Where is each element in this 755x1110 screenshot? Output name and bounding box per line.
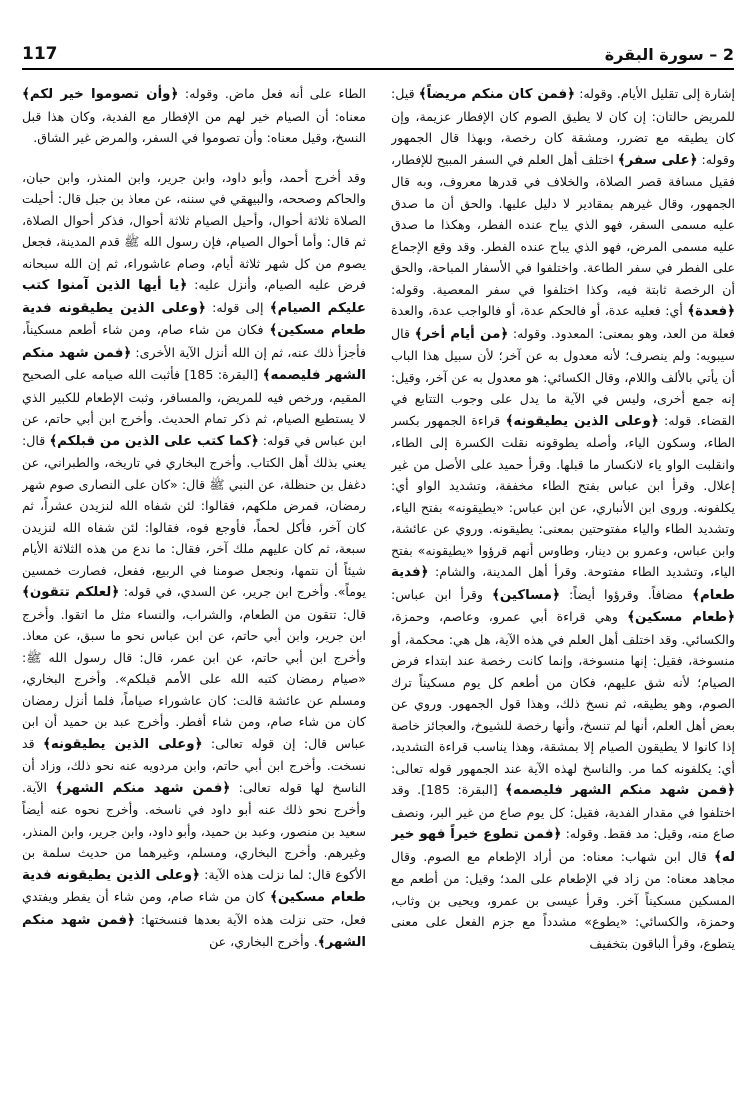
- quran-quote: ﴿مساكين﴾: [492, 587, 560, 603]
- quran-quote: ﴿يا أيها الذين آمنوا كتب عليكم الصيام﴾: [22, 278, 366, 316]
- quran-quote: ﴿وعلى الذين يطيقونه﴾: [43, 736, 203, 752]
- right-text-column: [391, 83, 735, 1093]
- left-paragraph-2: وقد أخرج أحمد، وأبو داود، وابن جرير، وابن المنذر، وابن حبان، والحاكم وصححه، والبيهقي في سننه، عن معاذ بن جبل قال: أحيلت الصلاة ثلاثة أحوال، وأحيل الصيام ثلاثة أحوال، فذكر أحوال الصلاة، ثم قال: وأما أحوال الصيام، فإن رسول الله ﷺ قدم المدينة، فجعل يصوم من كل شهر ثلاثة أيام، وصام عاشوراء، ثم إن الله سبحانه فرض عليه الصيام، وأنزل عليه: ﴿يا أيها الذين آمنوا كتب عليكم الصيام﴾ إلى قوله: ﴿وعلى الذين يطيقونه فدية طعام مسكين﴾ فكان من شاء صام، ومن شاء أطعم مسكيناً، فأجزأ ذلك عنه، ثم إن الله أنزل الآية الأخرى: ﴿فمن شهد منكم الشهر فليصمه﴾ [البقرة: 185] فأثبت الله صيامه على الصحيح المقيم، ورخص فيه للمريض، والمسافر، وثبت الإطعام للكبير الذي لا يستطيع الصيام، ثم ذكر تمام الحديث. وأخرج ابن أبي حاتم، عن ابن عباس في قوله: ﴿كما كتب على الذين من قبلكم﴾ قال: يعني بذلك أهل الكتاب. وأخرج البخاري في تاريخه، والطبراني، عن دغفل بن حنظلة، عن النبي ﷺ قال: «كان على النصارى صوم شهر رمضان، فمرض ملكهم، فقالوا: لئن شفاه الله لنزيدن عشراً، ثم كان آخر، فأكل لحماً، فأوجع فوه، فقالوا: لئن شفاه الله لنزيدن سبعة، ثم كان عليهم ملك آخر، فقال: ما ندع من هذه الثلاثة الأيام شيئاً أن نتمها، ونجعل صومنا في الربيع، ففعل، فصارت خمسين يوماً». وأخرج ابن جرير، عن السدي، في قوله: ﴿لعلكم تتقون﴾ قال: تتقون من الطعام، والشراب، والنساء مثل ما اتقوا. وأخرج ابن جرير، وابن أبي حاتم، عن ابن عباس نحو ما سبق، عن معاذ. وأخرج ابن أبي حاتم، عن ابن عمر، قال: قال رسول الله ﷺ: «صيام رمضان كتبه الله على الأمم قبلكم». وأخرج البخاري، ومسلم عن عائشة قالت: كان عاشوراء صياماً، فلما أنزل رمضان كان من شاء صام، ومن شاء أفطر. وأخرج عبد بن حميد أن ابن عباس قال: إن قوله تعالى: ﴿وعلى الذين يطيقونه﴾ قد نسخت. وأخرج ابن أبي حاتم، وابن مردويه عنه نحو ذلك، وزاد أن الناسخ لها قوله تعالى: ﴿فمن شهد منكم الشهر﴾ الآية. وأخرج نحو ذلك عنه أبو داود في ناسخه. وأخرج نحوه عنه أيضاً سعيد بن منصور، وعبد بن حميد، وأبو داود، وابن جرير، وابن المنذر، وغيرهم. وأخرج البخاري، ومسلم، وغيرهما من حديث سلمة بن الأكوع قال: لما نزلت هذه الآية: ﴿وعلى الذين يطيقونه فدية طعام مسكين﴾ كان من شاء صام، ومن شاء أن يفطر ويفتدي فعل، حتى نزلت هذه الآية بعدها فنسختها: ﴿فمن شهد منكم الشهر﴾. وأخرج البخاري، عن: [22, 169, 366, 950]
- quran-quote: ﴿فمن شهد منكم الشهر فليصمه﴾: [22, 345, 366, 383]
- right-paragraph-1: إشارة إلى تقليل الأيام. وقوله: ﴿فمن كان منكم مريضاً﴾ قيل: للمريض حالتان: إن كان لا يطيق الصوم كان الإفطار عزيمة، وإن كان يطيقه مع تضرر، ومشقة كان رخصة، وبهذا قال الجمهور وقوله: ﴿على سفر﴾ اختلف أهل العلم في السفر المبيح للإفطار، فقيل مسافة قصر الصلاة، والخلاف في قدرها معروف، وبه قال الجمهور، وقال غيرهم بمقادير لا دليل عليها. والحق أن ما صدق عليه مسمى السفر، فهو الذي يباح عنده الفطر، وهكذا ما صدق عليه مسمى المرض، فهو الذي يباح عنده الفطر. وقد وقع الإجماع على الفطر في سفر الطاعة. واختلفوا في الأسفار المباحة، والحق أن الرخصة ثابتة فيه، وكذا اختلفوا في سفر المعصية. وقوله: ﴿فعدة﴾ أي: فعليه عدة، أو فالحكم عدة، أو فالواجب عدة، والعدة فعلة من العد، وهو بمعنى: المعدود. وقوله: ﴿من أيام أخر﴾ قال سيبويه: ولم ينصرف؛ لأنه معدول به عن آخر؛ لأن سبيل هذا الباب أن يأتي بالألف واللام، وقال الكسائي: هو معدول به عن آخر، وقيل: إنه جمع أخرى، وليس في الآية ما يدل على وجوب التتابع في القضاء. قوله: ﴿وعلى الذين يطيقونه﴾ قراءة الجمهور بكسر الطاء، وسكون الياء، وأصله يطوقونه نقلت الكسرة إلى الطاء، وانقلبت الواو ياء لانكسار ما قبلها. وقرأ حميد على الأصل من غير إعلال. وقرأ ابن عباس بفتح الطاء مخففة، وتشديد الواو أي: يكلفونه. وروى ابن الأنباري، عن ابن عباس: «يطيقونه» بفتح الياء، وتشديد الطاء والياء مفتوحتين بمعنى: يطيقونه. وروي عن عائشة، وابن عباس، وعمرو بن دينار، وطاوس أنهم قرؤوا «يطيقونه» بفتح الياء، وتشديد الطاء مفتوحة. وقرأ أهل المدينة، والشام: ﴿فدية طعام﴾ مضافاً. وقرؤوا أيضاً: ﴿مساكين﴾ وقرأ ابن عباس: ﴿طعام مسكين﴾ وهي قراءة أبي عمرو، وعاصم، وحمزة، والكسائي. وقد اختلف أهل العلم في هذه الآية، هل هي: محكمة، أو منسوخة، فقيل: إنها منسوخة، وإنما كانت رخصة عند ابتداء فرض الصيام؛ لأنه شق عليهم، فكان من أطعم كل يوم مسكيناً ترك الصوم، وهو يطيقه، ثم نسخ ذلك، وهذا قول الجمهور. وروي عن بعض أهل العلم، أنها لم تنسخ، وأنها رخصة للشيوخ، والعجائز خاصة إذا كانوا لا يطيقون الصيام إلا بمشقة، وهذا يناسب قراءة التشديد، أي: يكلفونه كما مر. والناسخ لهذه الآية عند الجمهور قوله تعالى: ﴿فمن شهد منكم الشهر فليصمه﴾ [البقرة: 185]. وقد اختلفوا في مقدار الفدية، فقيل: كل يوم صاع من غير البر، ونصف صاع منه، وقيل: مد فقط. وقوله: ﴿فمن تطوع خيراً فهو خير له﴾ قال ابن شهاب: معناه: من أراد الإطعام مع الصوم. وقال مجاهد معناه: من زاد في الإطعام على المد؛ وقيل: من أطعم مع المسكين مسكيناً آخر. وقرأ عيسى بن عمرو، ويحيى بن وثاب، وحمزة، والكسائي: «يطوع» مشدداً مع جزم الفعل على معنى يتطوع، وقرأ الباقون بتخفيف: [391, 86, 735, 951]
- quran-quote: ﴿من أيام أخر﴾: [414, 326, 509, 342]
- left-paragraph-1: الطاء على أنه فعل ماض. وقوله: ﴿وأن تصوموا خير لكم﴾ معناه: أن الصيام خير لهم من الإفطار مع الفدية، وكان هذا قبل النسخ، وقيل معناه: وأن تصوموا في السفر، والمرض غير الشاق.: [22, 86, 366, 145]
- quran-quote: ﴿فعدة﴾: [687, 304, 735, 319]
- page-number: 117: [22, 44, 58, 64]
- quran-quote: ﴿على سفر﴾: [617, 152, 698, 168]
- quran-quote: ﴿وعلى الذين يطيقونه فدية طعام مسكين﴾: [22, 300, 366, 338]
- quran-quote: ﴿طعام مسكين﴾: [627, 610, 735, 625]
- quran-quote: ﴿لعلكم تتقون﴾: [22, 585, 120, 600]
- quran-quote: ﴿فمن شهد منكم الشهر فليصمه﴾: [505, 783, 735, 798]
- page-header: [22, 34, 734, 70]
- surah-title: 2 – سورة البقرة: [604, 45, 734, 64]
- quran-quote: ﴿فمن تطوع خيراً فهو خير له﴾: [391, 827, 735, 865]
- quran-quote: ﴿فدية طعام﴾: [391, 565, 735, 603]
- quran-quote: ﴿وأن تصوموا خير لكم﴾: [22, 87, 179, 102]
- quran-quote: ﴿وعلى الذين يطيقونه فدية طعام مسكين﴾: [22, 867, 366, 905]
- quran-quote: ﴿كما كتب على الذين من قبلكم﴾: [49, 433, 259, 449]
- quran-quote: ﴿فمن كان منكم مريضاً﴾: [418, 87, 575, 102]
- left-text-column: [22, 83, 366, 1093]
- quran-quote: ﴿فمن شهد منكم الشهر﴾: [22, 912, 366, 950]
- quran-quote: ﴿وعلى الذين يطيقونه﴾: [505, 413, 659, 429]
- quran-quote: ﴿فمن شهد منكم الشهر﴾: [55, 780, 231, 796]
